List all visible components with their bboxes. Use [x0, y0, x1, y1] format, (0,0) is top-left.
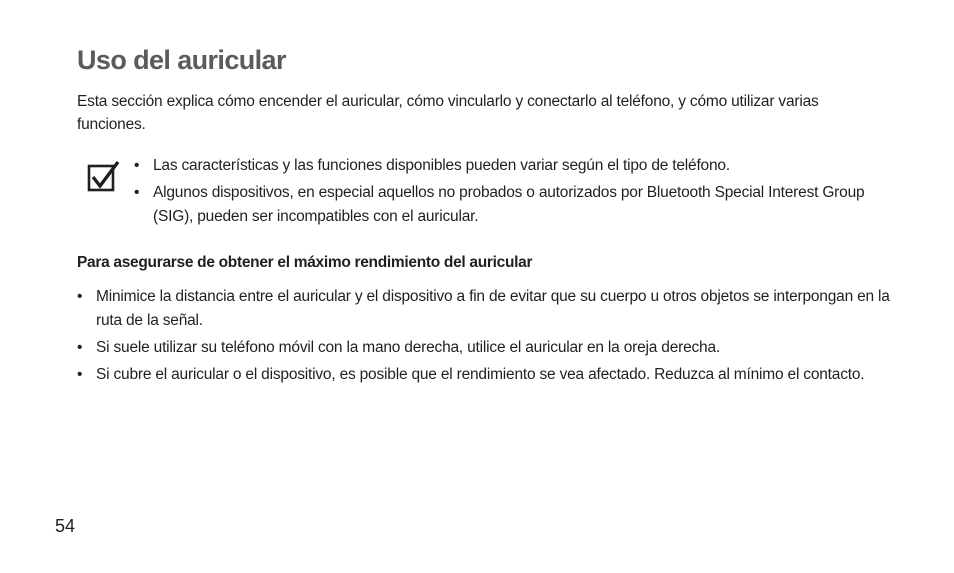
bullet: •	[77, 288, 83, 305]
check-note-icon	[87, 159, 121, 193]
note-item	[134, 154, 894, 178]
tip-item	[77, 336, 897, 360]
tip-item	[77, 285, 897, 333]
note-item-text: Algunos dispositivos, en especial aquellos no probados o autorizados por Bluetooth Special Interest Group (SIG), pueden ser incompatibles con el auricular.	[153, 184, 865, 225]
bullet: •	[77, 366, 83, 383]
note-list	[134, 154, 894, 232]
bullet: •	[77, 339, 83, 356]
tips-list	[77, 285, 897, 390]
intro-paragraph: Esta sección explica cómo encender el auricular, cómo vincularlo y conectarlo al teléfono, y cómo utilizar varias funciones.	[77, 93, 819, 133]
tip-item	[77, 363, 897, 387]
page-title: Uso del auricular	[77, 45, 286, 75]
bullet: •	[134, 184, 140, 201]
page-number: 54	[55, 516, 76, 536]
note-item	[134, 181, 894, 229]
tip-item-text: Minimice la distancia entre el auricular y el dispositivo a fin de evitar que su cuerpo u otros objetos se interpongan en la ruta de la señal.	[96, 288, 890, 329]
bullet: •	[134, 157, 140, 174]
tip-item-text: Si cubre el auricular o el dispositivo, es posible que el rendimiento se vea afectado. Reduzca al mínimo el contacto.	[96, 366, 865, 383]
tip-item-text: Si suele utilizar su teléfono móvil con la mano derecha, utilice el auricular en la oreja derecha.	[96, 339, 720, 356]
section-heading: Para asegurarse de obtener el máximo rendimiento del auricular	[77, 254, 533, 271]
note-item-text: Las características y las funciones disponibles pueden variar según el tipo de teléfono.	[153, 157, 730, 174]
